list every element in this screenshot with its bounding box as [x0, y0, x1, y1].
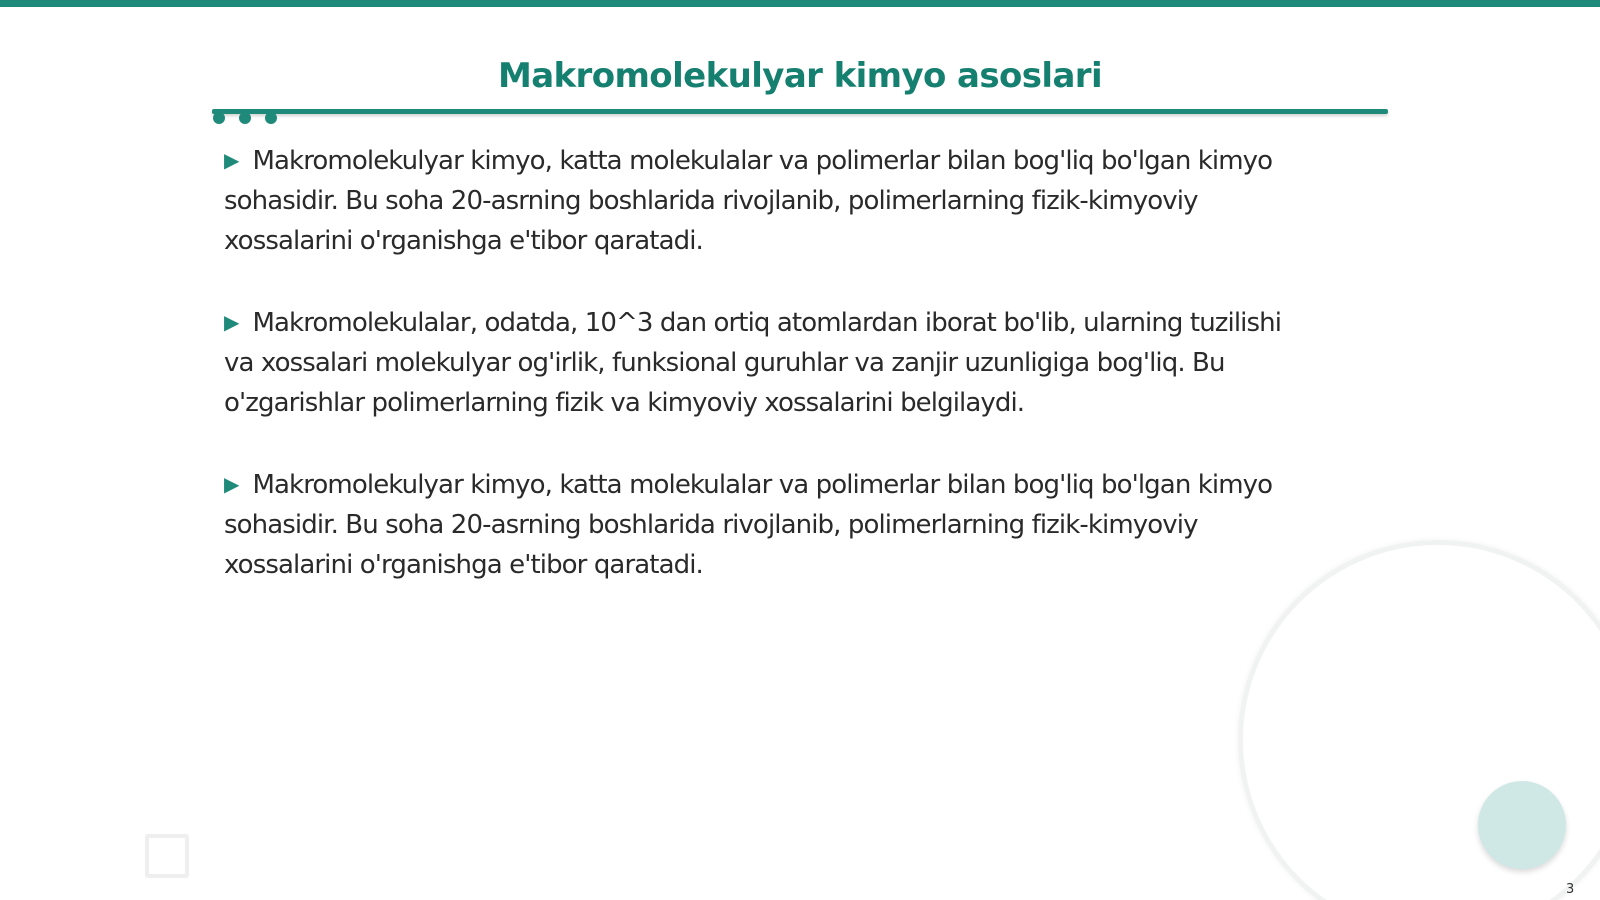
divider-dot — [213, 112, 225, 124]
paragraph-text: Makromolekulyar kimyo, katta molekulalar va polimerlar bilan bog'liq bo'lgan kimyo sohasidir. Bu soha 20-asrning boshlarida rivojlanib, polimerlarning fizik-kimyoviy xossalarini o'rganishga e'tibor qaratadi. — [224, 470, 1273, 580]
bullet-paragraph — [224, 464, 1314, 585]
slide-title: Makromolekulyar kimyo asoslari — [497, 56, 1103, 96]
decorative-square — [145, 834, 189, 878]
triangle-bullet-icon: ▶ — [224, 148, 239, 172]
top-accent-bar — [0, 0, 1600, 7]
bullet-paragraph — [224, 140, 1314, 261]
paragraph-text: Makromolekulalar, odatda, 10^3 dan ortiq atomlardan iborat bo'lib, ularning tuzilishi va xossalari molekulyar og'irlik, funksional guruhlar va zanjir uzunligiga bog'liq. Bu o'zgarishlar polimerlarning fizik va kimyoviy xossalarini belgilaydi. — [224, 308, 1282, 418]
title-divider — [212, 109, 1388, 114]
divider-dot — [265, 112, 277, 124]
page-number: 3 — [1566, 882, 1575, 897]
bullet-list — [224, 140, 1314, 626]
triangle-bullet-icon: ▶ — [224, 310, 239, 334]
divider-dot — [239, 112, 251, 124]
bullet-paragraph — [224, 302, 1314, 423]
decorative-circle — [1478, 781, 1566, 869]
paragraph-text: Makromolekulyar kimyo, katta molekulalar va polimerlar bilan bog'liq bo'lgan kimyo sohasidir. Bu soha 20-asrning boshlarida rivojlanib, polimerlarning fizik-kimyoviy xossalarini o'rganishga e'tibor qaratadi. — [224, 146, 1273, 256]
triangle-bullet-icon: ▶ — [224, 472, 239, 496]
